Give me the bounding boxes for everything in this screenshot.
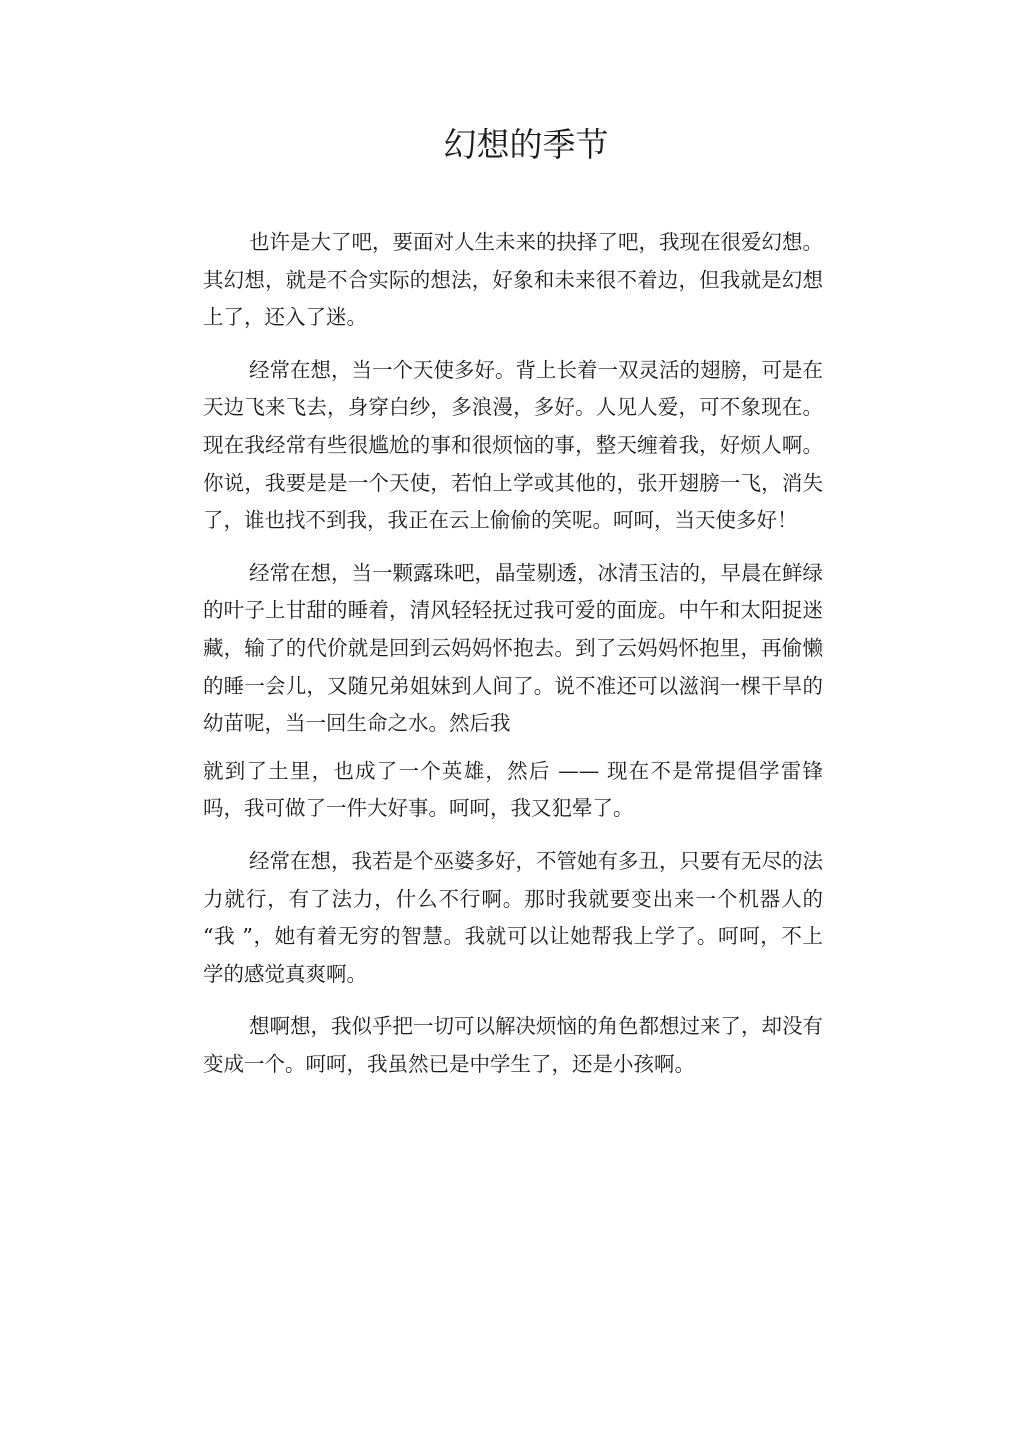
document-title: 幻想的季节 — [443, 125, 609, 164]
paragraph-6: 想啊想，我似乎把一切可以解决烦恼的角色都想过来了，却没有变成一个。呵呵，我虽然已是中学生了，还是小孩啊。 — [203, 1014, 823, 1076]
paragraph-1: 也许是大了吧，要面对人生未来的抉择了吧，我现在很爱幻想。其幻想，就是不合实际的想法，好象和未来很不着边，但我就是幻想上了，还入了迷。 — [203, 230, 823, 330]
paragraph-4: 就到了土里，也成了一个英雄，然后 —— 现在不是常提倡学雷锋吗，我可做了一件大好事。呵呵，我又犯晕了。 — [203, 758, 823, 821]
paragraph-5: 经常在想，我若是个巫婆多好，不管她有多丑，只要有无尽的法力就行，有了法力，什么不行啊。那时我就要变出来一个机器人的 “我 ”，她有着无穷的智慧。我就可以让她帮我上学了。呵呵，不上学的感觉真爽啊。 — [203, 848, 823, 986]
document-body — [203, 224, 823, 1083]
paragraph-3: 经常在想，当一颗露珠吧，晶莹剔透，冰清玉洁的，早晨在鲜绿的叶子上甘甜的睡着，清风轻轻抚过我可爱的面庞。中午和太阳捉迷藏，输了的代价就是回到云妈妈怀抱去。到了云妈妈怀抱里，再偷懒的睡一会儿，又随兄弟姐妹到人间了。说不准还可以滋润一棵干旱的幼苗呢，当一回生命之水。然后我 — [203, 560, 823, 736]
paragraph-2: 经常在想，当一个天使多好。背上长着一双灵活的翅膀，可是在天边飞来飞去，身穿白纱，多浪漫，多好。人见人爱，可不象现在。现在我经常有些很尴尬的事和很烦恼的事，整天缠着我，好烦人啊。你说，我要是是一个天使，若怕上学或其他的，张开翅膀一飞，消失了，谁也找不到我，我正在云上偷偷的笑呢。呵呵，当天使多好！ — [203, 357, 823, 533]
